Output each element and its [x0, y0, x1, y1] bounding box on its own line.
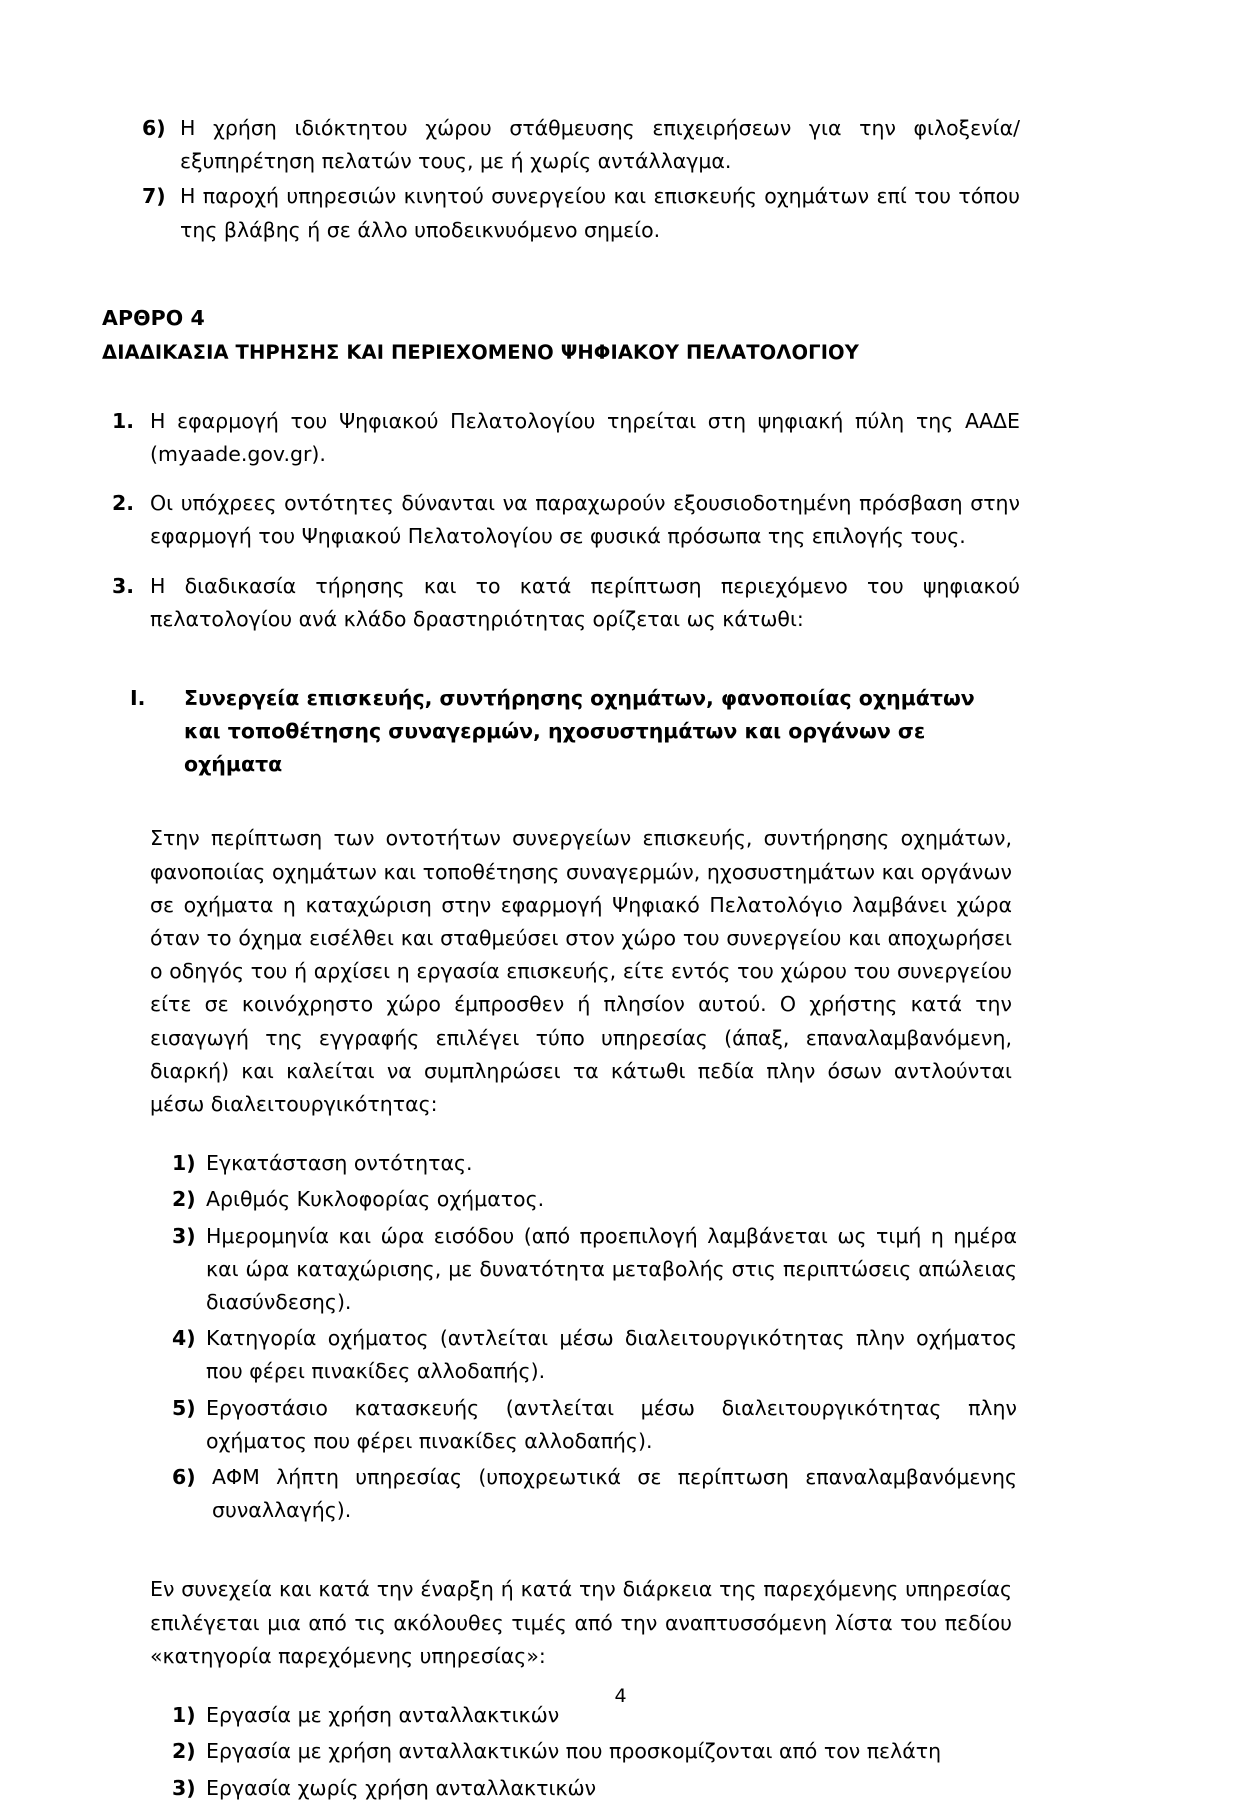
list-marker: 1) — [172, 1703, 196, 1728]
list-item-text: Εργασία χωρίς χρήση ανταλλακτικών — [206, 1775, 597, 1800]
list-item-text: Η εφαρμογή του Ψηφιακού Πελατολογίου τηρείται στη ψηφιακή πύλη της ΑΑΔΕ (myaade.gov.gr). — [150, 408, 1020, 467]
list-item-text: Οι υπόχρεες οντότητες δύνανται να παραχωρούν εξουσιοδοτημένη πρόσβαση στην εφαρμογή του Ψηφιακού Πελατολογίου σε φυσικά πρόσωπα της επιλογής τους. — [150, 491, 1020, 549]
body-paragraph: Στην περίπτωση των οντοτήτων συνεργείων επισκευής, συντήρησης οχημάτων, φανοποιίας οχημάτων και τοποθέτησης συναγερμών, ηχοσυστημάτων και οργάνων σε οχήματα η καταχώριση στην εφαρμογή Ψηφιακό Πελατολόγιο λαμβάνει χώρα όταν το όχημα εισέλθει και σταθμεύσει στον χώρο του συνεργείου και αποχωρήσει ο οδηγός του ή αρχίσει η εργασία επισκευής, είτε εντός του χώρου του συνεργείου είτε σε κοινόχρηστο χώρο έμπροσθεν ή πλησίον αυτού. Ο χρήστης κατά την εισαγωγή της εγγραφής επιλέγει τύπο υπηρεσίας (άπαξ, επαναλαμβανόμενη, διαρκή) και καλείται να συμπληρώσει τα κάτωθι πεδία πλην όσων αντλούνται μέσω διαλειτουργικότητας: — [150, 826, 1012, 1117]
list-item — [112, 487, 1020, 553]
list-marker: 6) — [142, 116, 166, 140]
list-item — [172, 1392, 1017, 1458]
list-item-text: Εργασία με χρήση ανταλλακτικών — [206, 1703, 560, 1728]
fields-ordered-list — [172, 1147, 1017, 1527]
list-marker: 2) — [172, 1739, 196, 1764]
list-item — [140, 180, 1020, 246]
roman-marker: I. — [130, 686, 146, 711]
list-item — [172, 1772, 1017, 1805]
list-item — [172, 1461, 1017, 1527]
list-item-text: Εργασία με χρήση ανταλλακτικών που προσκομίζονται από τον πελάτη — [206, 1739, 942, 1764]
list-item — [140, 112, 1020, 178]
list-marker: 5) — [172, 1395, 196, 1420]
article-numbered-list — [112, 405, 1020, 636]
page-number: 4 — [614, 1685, 627, 1707]
body-paragraph-secondary: Εν συνεχεία και κατά την έναρξη ή κατά την διάρκεια της παρεχόμενης υπηρεσίας επιλέγεται μια από τις ακόλουθες τιμές από την αναπτυσσόμενη λίστα του πεδίου «κατηγορία παρεχόμενης υπηρεσίας»: — [150, 1577, 1012, 1668]
service-category-list — [172, 1699, 1017, 1805]
list-marker: 2) — [172, 1187, 196, 1212]
continued-ordered-list — [140, 112, 1020, 247]
list-item-text: Εγκατάσταση οντότητας. — [206, 1151, 473, 1176]
article-subtitle: ΔΙΑΔΙΚΑΣΙΑ ΤΗΡΗΣΗΣ ΚΑΙ ΠΕΡΙΕΧΟΜΕΝΟ ΨΗΦΙΑΚΟΥ ΠΕΛΑΤΟΛΟΓΙΟΥ — [102, 340, 859, 364]
roman-section-heading — [130, 682, 1020, 780]
list-marker: 1) — [172, 1151, 196, 1176]
list-marker: 4) — [172, 1326, 196, 1351]
list-item-text: Η διαδικασία τήρησης και το κατά περίπτωση περιεχόμενο του ψηφιακού πελατολογίου ανά κλάδο δραστηριότητας ορίζεται ως κάτωθι: — [150, 573, 1020, 631]
list-marker: 1. — [112, 408, 135, 433]
list-marker: 3) — [172, 1775, 196, 1800]
article-heading-block — [102, 303, 1020, 367]
list-marker: 6) — [172, 1465, 196, 1490]
list-marker: 3) — [172, 1223, 196, 1248]
list-marker: 7) — [142, 184, 166, 209]
list-item-text: Ημερομηνία και ώρα εισόδου (από προεπιλογή λαμβάνεται ως τιμή η ημέρα και ώρα καταχώρισης, με δυνατότητα μεταβολής στις περιπτώσεις απώλειας διασύνδεσης). — [206, 1223, 1017, 1315]
list-item — [112, 405, 1020, 471]
list-item-text: ΑΦΜ λήπτη υπηρεσίας (υποχρεωτικά σε περίπτωση επαναλαμβανόμενης συναλλαγής). — [212, 1465, 1017, 1523]
list-item-text: Αριθμός Κυκλοφορίας οχήματος. — [206, 1187, 545, 1212]
list-item-text: Η χρήση ιδιόκτητου χώρου στάθμευσης επιχειρήσεων για την φιλοξενία/εξυπηρέτηση πελατών τους, με ή χωρίς αντάλλαγμα. — [180, 116, 1020, 174]
list-item — [172, 1322, 1017, 1388]
list-item — [172, 1220, 1017, 1320]
list-item — [172, 1735, 1017, 1768]
list-item-text: Η παροχή υπηρεσιών κινητού συνεργείου και επισκευής οχημάτων επί του τόπου της βλάβης ή σε άλλο υποδεικνυόμενο σημείο. — [180, 184, 1020, 242]
list-item — [172, 1183, 1017, 1216]
list-marker: 3. — [112, 573, 135, 598]
roman-heading-text: Συνεργεία επισκευής, συντήρησης οχημάτων, φανοποιίας οχημάτων και τοποθέτησης συναγερμών, ηχοσυστημάτων και οργάνων σε οχήματα — [184, 686, 975, 776]
page-content — [102, 112, 1020, 1805]
list-item — [172, 1147, 1017, 1180]
article-title: ΑΡΘΡΟ 4 — [102, 305, 205, 330]
list-item-text: Εργοστάσιο κατασκευής (αντλείται μέσω διαλειτουργικότητας πλην οχήματος που φέρει πινακίδες αλλοδαπής). — [206, 1395, 1017, 1453]
list-item — [112, 570, 1020, 636]
list-item-text: Κατηγορία οχήματος (αντλείται μέσω διαλειτουργικότητας πλην οχήματος που φέρει πινακίδες αλλοδαπής). — [206, 1326, 1017, 1384]
list-marker: 2. — [112, 491, 135, 516]
